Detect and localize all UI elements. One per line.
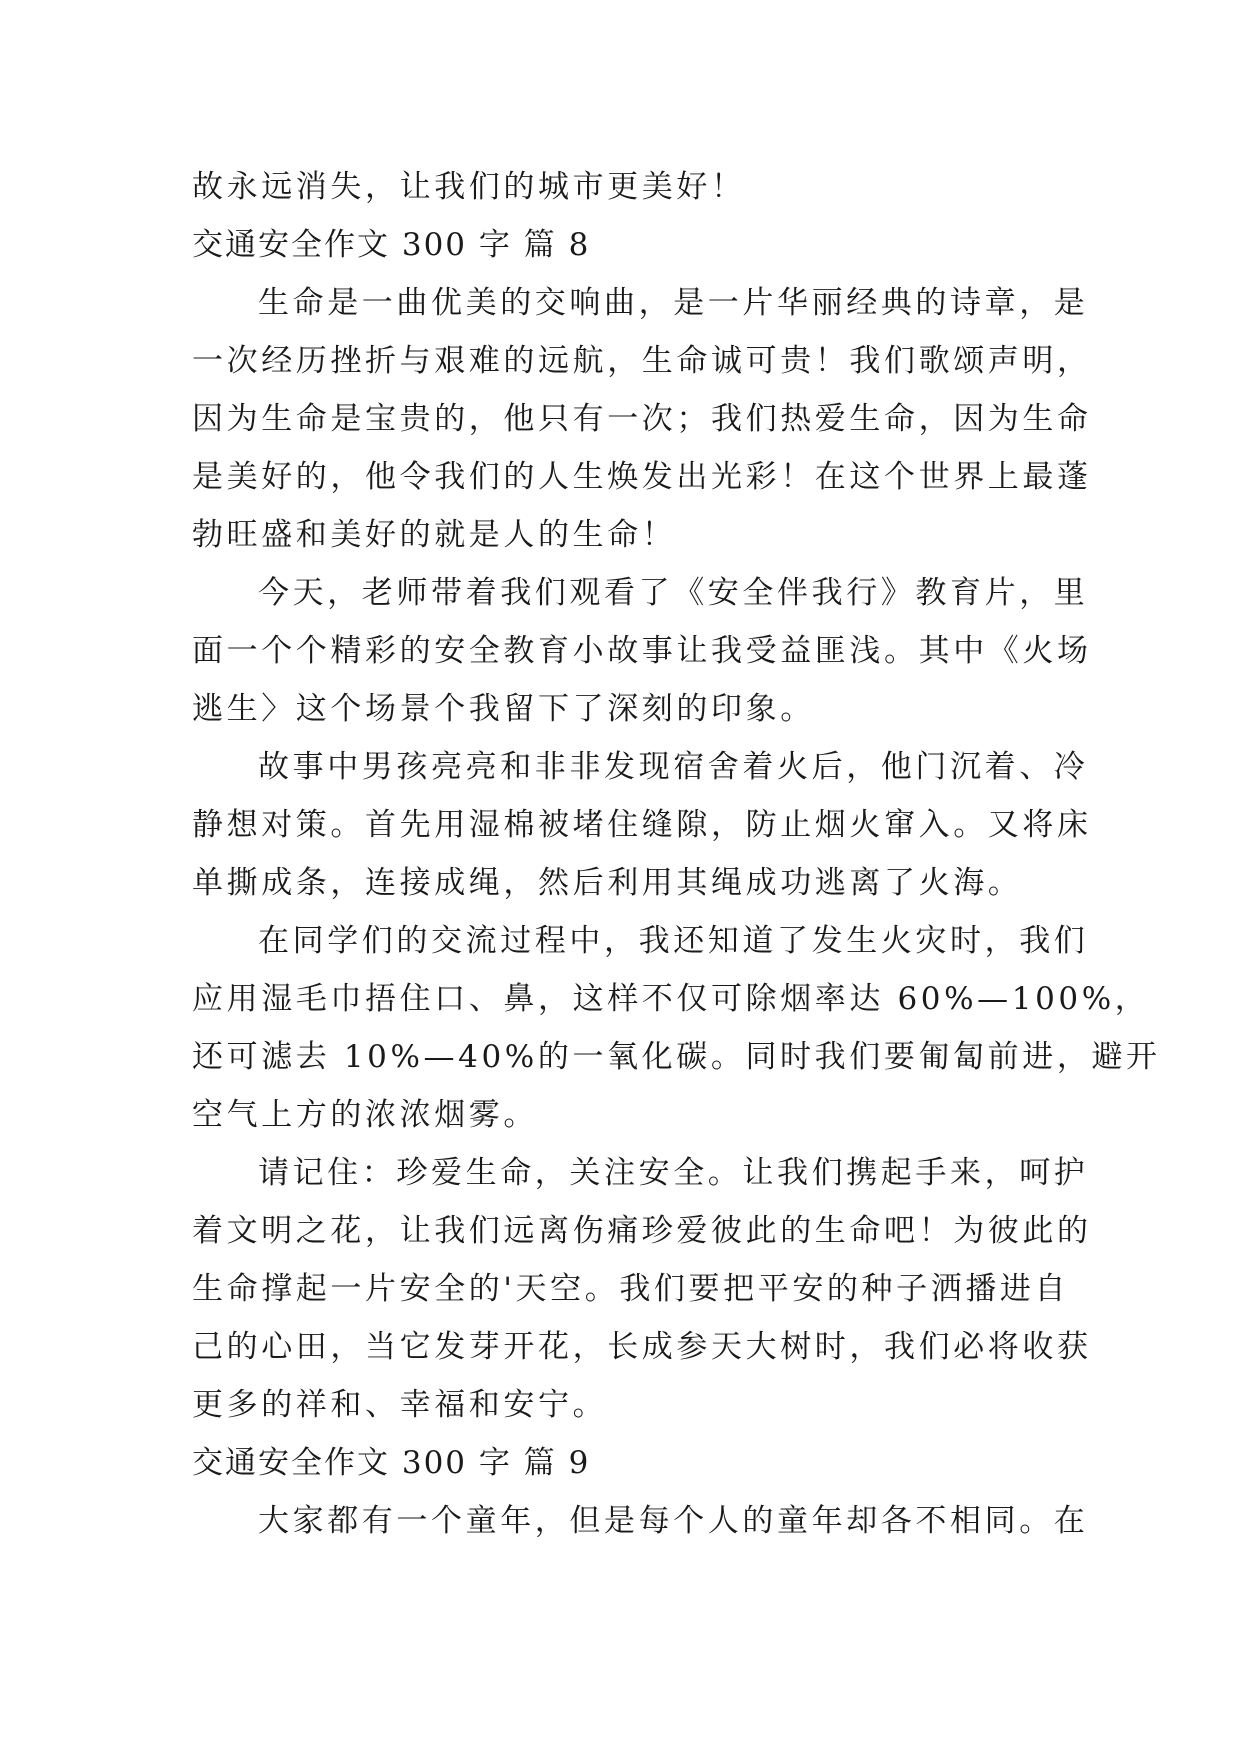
document-body (192, 158, 1161, 1550)
text-line: 因为生命是宝贵的，他只有一次；我们热爱生命，因为生命 (192, 401, 1092, 437)
text-line: 应用湿毛巾捂住口、鼻，这样不仅可除烟率达 60%—100%， (192, 981, 1150, 1017)
text-line: 是美好的，他令我们的人生焕发出光彩！在这个世界上最蓬 (192, 459, 1092, 495)
text-line: 面一个个精彩的安全教育小故事让我受益匪浅。其中《火场 (192, 633, 1092, 669)
section-heading: 交通安全作文 300 字 篇 8 (192, 227, 591, 263)
paragraph-first-line: 生命是一曲优美的交响曲，是一片华丽经典的诗章，是 (258, 285, 1089, 321)
text-line: 逃生〉这个场景个我留下了深刻的印象。 (192, 691, 815, 727)
text-line: 更多的祥和、幸福和安宁。 (192, 1387, 608, 1423)
text-line: 一次经历挫折与艰难的远航，生命诚可贵！我们歌颂声明， (192, 343, 1092, 379)
text-line: 着文明之花，让我们远离伤痛珍爱彼此的生命吧！为彼此的 (192, 1213, 1092, 1249)
text-line: 生命撑起一片安全的'天空。我们要把平安的种子洒播进自 (192, 1271, 1070, 1307)
paragraph-first-line: 请记住：珍爱生命，关注安全。让我们携起手来，呵护 (258, 1155, 1089, 1191)
text-line: 空气上方的浓浓烟雾。 (192, 1097, 538, 1133)
text-line: 还可滤去 10%—40%的一氧化碳。同时我们要匍匐前进，避开 (192, 1039, 1161, 1075)
text-line: 故永远消失，让我们的城市更美好！ (192, 169, 746, 205)
text-line: 勃旺盛和美好的就是人的生命！ (192, 517, 677, 553)
paragraph-first-line: 在同学们的交流过程中，我还知道了发生火灾时，我们 (258, 923, 1089, 959)
text-line: 静想对策。首先用湿棉被堵住缝隙，防止烟火窜入。又将床 (192, 807, 1092, 843)
text-line: 己的心田，当它发芽开花，长成参天大树时，我们必将收获 (192, 1329, 1092, 1365)
section-heading: 交通安全作文 300 字 篇 9 (192, 1445, 591, 1481)
paragraph-first-line: 今天，老师带着我们观看了《安全伴我行》教育片，里 (258, 575, 1089, 611)
paragraph-first-line: 大家都有一个童年，但是每个人的童年却各不相同。在 (258, 1503, 1089, 1539)
text-line: 单撕成条，连接成绳，然后利用其绳成功逃离了火海。 (192, 865, 1023, 901)
paragraph-first-line: 故事中男孩亮亮和非非发现宿舍着火后，他门沉着、冷 (258, 749, 1089, 785)
